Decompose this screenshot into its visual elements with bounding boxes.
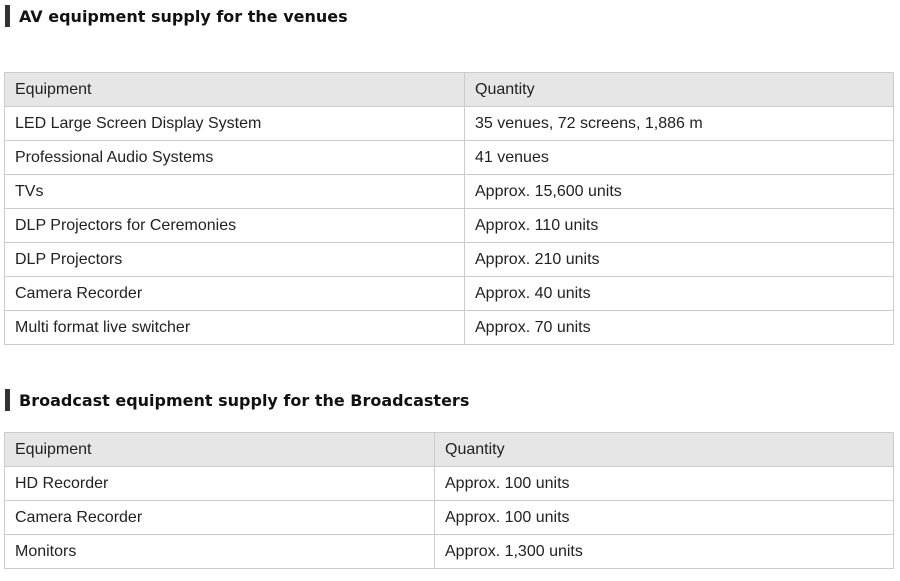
table-row <box>5 501 894 535</box>
equipment-cell: Multi format live switcher <box>5 311 465 345</box>
table-row <box>5 311 894 345</box>
broadcast-equipment-table <box>4 432 894 569</box>
quantity-cell: Approx. 110 units <box>465 209 894 243</box>
equipment-cell: Professional Audio Systems <box>5 141 465 175</box>
table-row <box>5 467 894 501</box>
quantity-cell: Approx. 1,300 units <box>435 535 894 569</box>
table-row <box>5 141 894 175</box>
table-row <box>5 243 894 277</box>
quantity-cell: Approx. 100 units <box>435 501 894 535</box>
equipment-cell: Monitors <box>5 535 435 569</box>
table-row <box>5 535 894 569</box>
section-heading-av-venues <box>5 5 348 27</box>
table-row <box>5 277 894 311</box>
table-row <box>5 209 894 243</box>
equipment-cell: HD Recorder <box>5 467 435 501</box>
equipment-cell: Camera Recorder <box>5 277 465 311</box>
heading-accent-bar <box>5 5 10 27</box>
quantity-cell: Approx. 40 units <box>465 277 894 311</box>
equipment-cell: DLP Projectors for Ceremonies <box>5 209 465 243</box>
table-row <box>5 107 894 141</box>
section-heading-broadcast <box>5 389 469 411</box>
column-header-quantity: Quantity <box>465 73 894 107</box>
equipment-cell: DLP Projectors <box>5 243 465 277</box>
heading-accent-bar <box>5 389 10 411</box>
section-title: AV equipment supply for the venues <box>19 6 348 26</box>
av-equipment-table <box>4 72 894 345</box>
equipment-cell: Camera Recorder <box>5 501 435 535</box>
quantity-cell: Approx. 100 units <box>435 467 894 501</box>
equipment-cell: LED Large Screen Display System <box>5 107 465 141</box>
quantity-cell: Approx. 210 units <box>465 243 894 277</box>
quantity-cell: Approx. 15,600 units <box>465 175 894 209</box>
table-header-row <box>5 73 894 107</box>
quantity-cell: 41 venues <box>465 141 894 175</box>
equipment-cell: TVs <box>5 175 465 209</box>
quantity-cell: 35 venues, 72 screens, 1,886 m <box>465 107 894 141</box>
table-header-row <box>5 433 894 467</box>
column-header-equipment: Equipment <box>5 433 435 467</box>
table-row <box>5 175 894 209</box>
quantity-cell: Approx. 70 units <box>465 311 894 345</box>
section-title: Broadcast equipment supply for the Broadcasters <box>19 390 470 410</box>
column-header-quantity: Quantity <box>435 433 894 467</box>
column-header-equipment: Equipment <box>5 73 465 107</box>
